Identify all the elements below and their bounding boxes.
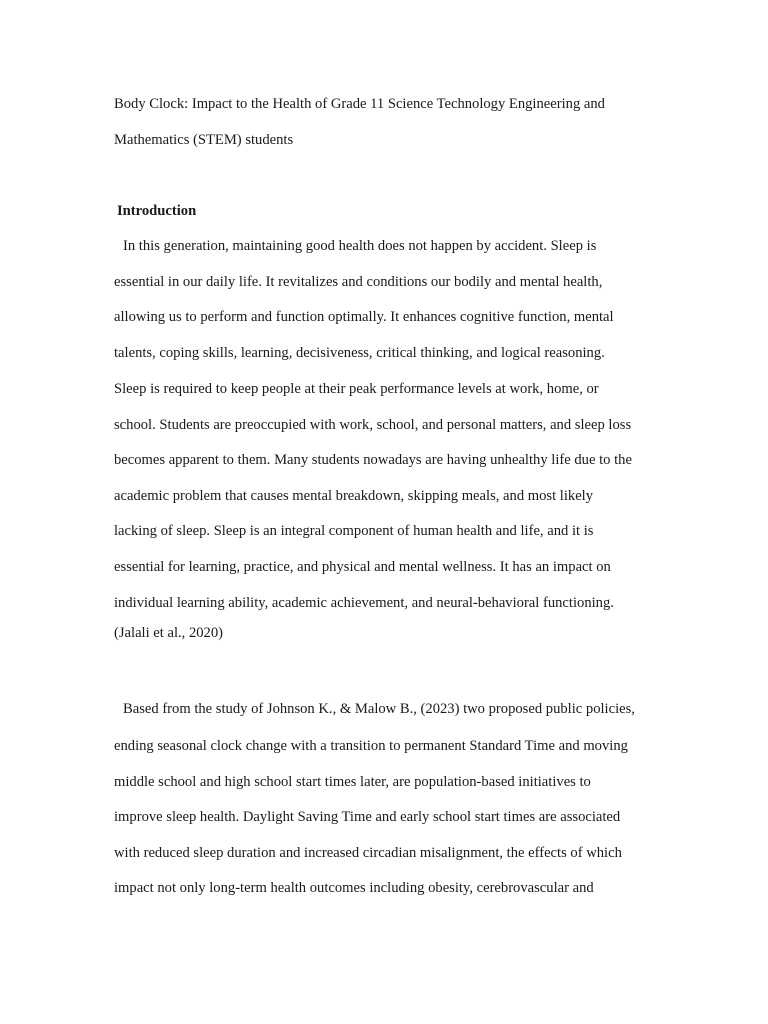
paragraph-1-line: becomes apparent to them. Many students nowadays are having unhealthy life due to the [114,452,632,468]
section-heading: Introduction [117,203,197,219]
paragraph-1-line: allowing us to perform and function optimally. It enhances cognitive function, mental [114,309,614,325]
paragraph-2-line: middle school and high school start times later, are population-based initiatives to [114,774,591,790]
paragraph-1-line: essential in our daily life. It revitalizes and conditions our bodily and mental health, [114,274,603,290]
paragraph-2-line: impact not only long-term health outcomes including obesity, cerebrovascular and [114,880,594,896]
paragraph-1-line: Sleep is required to keep people at their peak performance levels at work, home, or [114,381,599,397]
paragraph-2-line: with reduced sleep duration and increased circadian misalignment, the effects of which [114,845,622,861]
document-title-line-2: Mathematics (STEM) students [114,132,294,148]
paragraph-1-line: school. Students are preoccupied with work, school, and personal matters, and sleep loss [114,417,632,433]
paragraph-1-line: individual learning ability, academic achievement, and neural-behavioral functioning. [114,595,614,611]
paragraph-1-line: lacking of sleep. Sleep is an integral component of human health and life, and it is [114,523,594,539]
paragraph-2-line: ending seasonal clock change with a transition to permanent Standard Time and moving [114,738,628,754]
paragraph-1-line: academic problem that causes mental breakdown, skipping meals, and most likely [114,488,594,504]
citation: (Jalali et al., 2020) [114,625,224,641]
paragraph-2-line: improve sleep health. Daylight Saving Time and early school start times are associated [114,809,621,825]
document-title-line-1: Body Clock: Impact to the Health of Grade 11 Science Technology Engineering and [114,96,605,112]
paragraph-1-line: In this generation, maintaining good health does not happen by accident. Sleep is [123,238,597,254]
paragraph-1-line: talents, coping skills, learning, decisiveness, critical thinking, and logical reasoning. [114,345,605,361]
paragraph-2-line: Based from the study of Johnson K., & Malow B., (2023) two proposed public policies, [123,701,635,717]
paragraph-1-line: essential for learning, practice, and physical and mental wellness. It has an impact on [114,559,611,575]
